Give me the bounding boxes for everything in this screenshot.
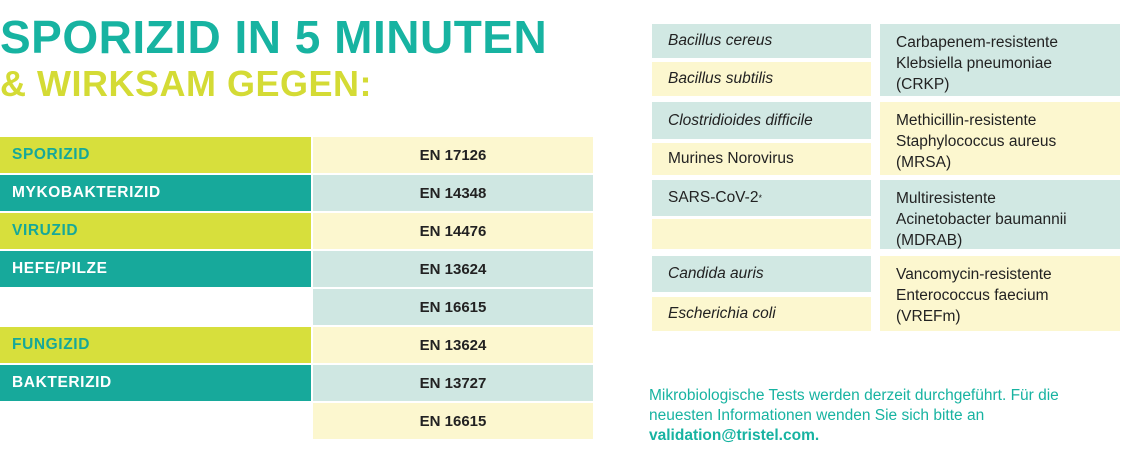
resistant-strain-cell	[880, 102, 1120, 175]
organism-cell: Murines Norovirus	[652, 143, 871, 175]
table-row	[0, 403, 593, 439]
strain-line: Vancomycin-resistente	[896, 266, 1052, 283]
norm-cell: EN 14348	[313, 175, 593, 211]
category-cell: MYKOBAKTERIZID	[0, 175, 311, 211]
organism-cell: Candida auris	[652, 256, 871, 292]
category-cell: FUNGIZID	[0, 327, 311, 363]
category-cell: BAKTERIZID	[0, 365, 311, 401]
strain-line: (MRSA)	[896, 154, 952, 171]
headline-primary: SPORIZID IN 5 MINUTEN	[0, 11, 548, 63]
category-cell	[0, 289, 311, 325]
contact-email-link[interactable]: validation@tristel.com.	[649, 427, 820, 444]
testing-note	[649, 386, 1119, 446]
resistant-strain-cell	[880, 180, 1120, 249]
organism-label: SARS-CoV-2	[668, 189, 759, 206]
norm-cell: EN 13727	[313, 365, 593, 401]
category-cell: SPORIZID	[0, 137, 311, 173]
table-row	[0, 175, 593, 211]
efficacy-table	[0, 137, 593, 439]
table-row	[0, 365, 593, 401]
strain-line: Methicillin-resistente	[896, 112, 1037, 129]
strain-line: Klebsiella pneumoniae	[896, 55, 1052, 72]
table-row	[0, 327, 593, 363]
table-row	[0, 289, 593, 325]
norm-cell: EN 14476	[313, 213, 593, 249]
table-row	[0, 137, 593, 173]
organism-cell: Bacillus cereus	[652, 24, 871, 58]
strain-line: Staphylococcus aureus	[896, 133, 1057, 150]
strain-line: (MDRAB)	[896, 232, 963, 249]
norm-cell: EN 13624	[313, 327, 593, 363]
resistant-strain-cell	[880, 24, 1120, 96]
strain-line: (VREFm)	[896, 308, 961, 325]
strain-line: Acinetobacter baumannii	[896, 211, 1067, 228]
category-cell: HEFE/PILZE	[0, 251, 311, 287]
strain-line: Enterococcus faecium	[896, 287, 1049, 304]
strain-line: (CRKP)	[896, 76, 950, 93]
organism-cell	[652, 219, 871, 249]
strain-line: Carbapenem-resistente	[896, 34, 1058, 51]
norm-cell: EN 16615	[313, 403, 593, 439]
organism-cell: Bacillus subtilis	[652, 62, 871, 96]
category-cell	[0, 403, 311, 439]
organism-cell	[652, 180, 871, 216]
category-cell: VIRUZID	[0, 213, 311, 249]
norm-cell: EN 16615	[313, 289, 593, 325]
table-row	[0, 213, 593, 249]
headline-secondary: & WIRKSAM GEGEN:	[0, 63, 372, 104]
norm-cell: EN 17126	[313, 137, 593, 173]
organism-cell: Escherichia coli	[652, 297, 871, 331]
resistant-strain-cell	[880, 256, 1120, 331]
organism-cell: Clostridioides difficile	[652, 102, 871, 139]
norm-cell: EN 13624	[313, 251, 593, 287]
table-row	[0, 251, 593, 287]
strain-line: Multiresistente	[896, 190, 996, 207]
note-text: Mikrobiologische Tests werden derzeit durchgeführt. Für die neuesten Informationen wenden Sie sich bitte an	[649, 387, 1059, 424]
footnote-mark: *	[758, 193, 762, 203]
